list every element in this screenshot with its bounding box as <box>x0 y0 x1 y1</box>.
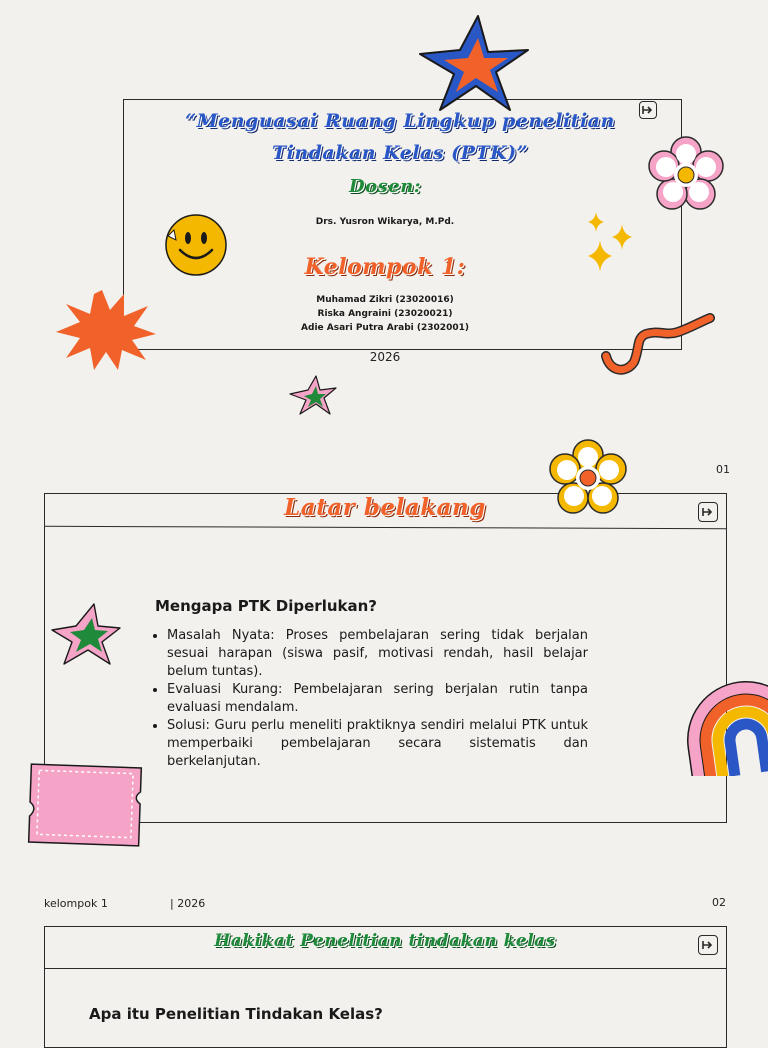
dosen-label: Dosen: <box>349 176 421 197</box>
star-icon <box>416 14 530 114</box>
cover-title-line1: “Menguasai Ruang Lingkup penelitian <box>185 110 615 132</box>
section-heading: Mengapa PTK Diperlukan? <box>155 597 377 615</box>
list-item: • Masalah Nyata: Proses pembelajaran sering tidak berjalan sesuai harapan (siswa pasif, motivasi rendah, hasil belajar belum tuntas). <box>167 627 588 681</box>
list-item: • Solusi: Guru perlu meneliti praktiknya sendiri melalui PTK untuk memperbaiki pembelajaran secara sistematis dan berkelanjutan. <box>167 717 588 771</box>
slide-title: Latar belakang <box>284 494 486 521</box>
star-icon <box>288 374 338 418</box>
footer-year: | 2026 <box>170 897 206 910</box>
flower-icon <box>644 134 728 218</box>
exit-icon[interactable] <box>698 935 718 955</box>
cover-title-line2: Tindakan Kelas (PTK)” <box>271 142 529 164</box>
group-label: Kelompok 1: <box>304 254 466 280</box>
member-3: Adie Asari Putra Arabi (2302001) <box>301 323 469 333</box>
section-heading: Apa itu Penelitian Tindakan Kelas? <box>89 1005 383 1023</box>
footer-group: kelompok 1 <box>44 897 108 910</box>
member-2: Riska Angraini (23020021) <box>317 309 453 319</box>
slide-title: Hakikat Penelitian tindakan kelas <box>214 931 556 951</box>
slide-header-divider <box>44 968 726 969</box>
sparkle-icon <box>584 210 636 280</box>
squiggle-icon <box>596 308 720 378</box>
ticket-icon <box>24 760 146 850</box>
member-1: Muhamad Zikri (23020016) <box>316 295 454 305</box>
cover-year: 2026 <box>369 350 401 364</box>
bullet-list <box>155 627 588 771</box>
rainbow-icon <box>686 680 768 776</box>
flower-icon <box>546 438 630 520</box>
list-item: • Evaluasi Kurang: Pembelajaran sering berjalan rutin tanpa evaluasi mendalam. <box>167 681 588 717</box>
exit-icon[interactable] <box>698 502 718 522</box>
page-number: 02 <box>712 896 726 909</box>
smiley-icon <box>160 210 230 280</box>
star-icon <box>50 602 122 668</box>
burst-icon <box>54 288 158 372</box>
page-number: 01 <box>716 463 730 476</box>
dosen-name: Drs. Yusron Wikarya, M.Pd. <box>315 217 455 227</box>
